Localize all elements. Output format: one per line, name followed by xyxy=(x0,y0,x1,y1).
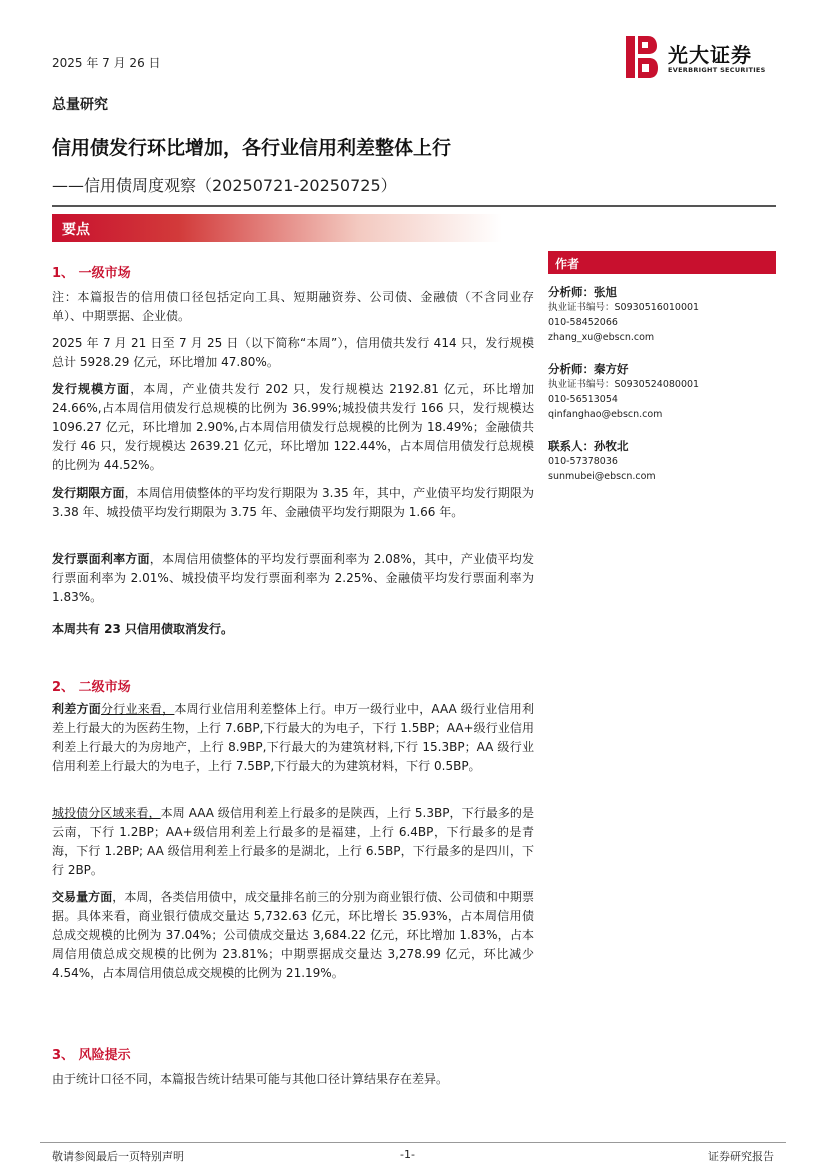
scope-note: 注：本篇报告的信用债口径包括定向工具、短期融资券、公司债、金融债（不含同业存单）、中期票据、企业债。 xyxy=(52,290,534,323)
trading-volume-label: 交易量方面 xyxy=(52,890,113,904)
key-points-label: 要点 xyxy=(62,222,90,238)
report-category: 总量研究 xyxy=(52,97,108,113)
coupon-rate-paragraph xyxy=(52,550,534,607)
analyst-cert: 执业证书编号：S0930516010001 xyxy=(548,302,700,313)
issuance-scale-paragraph xyxy=(52,380,534,475)
analyst-name: 分析师：张旭 xyxy=(548,285,617,299)
issuance-term-paragraph xyxy=(52,484,534,522)
spread-region-text: 本周 AAA 级信用利差上行最多的是陕西，上行 5.3BP，下行最多的是云南，下行 1.2BP；AA+级信用利差上行最多的是福建，上行 6.4BP，下行最多的是青海，下行 1.2BP; AA 级信用利差上行最多的是湖北，上行 6.5BP，下行最多的是四川，下行 2BP。 xyxy=(52,806,534,877)
analyst-cert: 执业证书编号：S0930524080001 xyxy=(548,379,700,390)
key-points-banner xyxy=(52,214,502,242)
logo-text-en: EVERBRIGHT SECURITIES xyxy=(668,66,766,74)
issuance-term-text: ，本周信用债整体的平均发行期限为 3.35 年，其中，产业债平均发行期限为 3.38 年、城投债平均发行期限为 3.75 年、金融债平均发行期限为 1.66 年。 xyxy=(52,486,534,519)
analyst-card xyxy=(548,361,776,422)
analyst-card xyxy=(548,284,776,345)
issuance-scale-label: 发行规模方面 xyxy=(52,382,131,396)
report-date: 2025 年 7 月 26 日 xyxy=(52,56,161,70)
spread-industry-text: 本周行业信用利差整体上行。申万一级行业中，AAA 级行业信用利差上行最大的为医药生物，上行 7.6BP,下行最大的为电子，下行 1.5BP；AA+级行业信用利差上行最大的为房地产，上行 8.9BP,下行最大的为建筑材料,下行 15.3BP；AA 级行业信用利差上行最大的为电子，上行 7.5BP,下行最大的为建筑材料，下行 0.5BP。 xyxy=(52,702,534,773)
page-number: -1- xyxy=(400,1148,415,1161)
trading-volume-paragraph xyxy=(52,888,534,983)
analyst-email[interactable]: zhang_xu@ebscn.com xyxy=(548,332,655,343)
contact-phone: 010-57378036 xyxy=(548,456,618,467)
section-heading-risk: 3、 风险提示 xyxy=(52,1048,131,1063)
spread-label: 利差方面 xyxy=(52,702,101,716)
spread-region-paragraph xyxy=(52,804,534,880)
issuance-term-label: 发行期限方面 xyxy=(52,486,125,500)
contact-email[interactable]: sunmubei@ebscn.com xyxy=(548,471,656,482)
author-header: 作者 xyxy=(548,251,776,274)
cancelled-issuance-text: 本周共有 23 只信用债取消发行。 xyxy=(52,622,234,636)
contact-name: 联系人：孙牧北 xyxy=(548,439,629,453)
author-sidebar xyxy=(548,251,776,482)
spread-industry-sub: 分行业来看， xyxy=(100,702,175,716)
report-title: 信用债发行环比增加，各行业信用利差整体上行 xyxy=(52,137,452,159)
analyst-phone: 010-56513054 xyxy=(548,394,618,405)
logo-text-cn: 光大证券 xyxy=(668,43,752,67)
spread-industry-paragraph xyxy=(52,700,534,776)
analyst-name: 分析师：秦方好 xyxy=(548,362,629,376)
report-subtitle: ——信用债周度观察（20250721-20250725） xyxy=(52,176,397,195)
footer-divider xyxy=(40,1142,786,1143)
coupon-rate-text: ，本周信用债整体的平均发行票面利率为 2.08%，其中，产业债平均发行票面利率为 2.01%、城投债平均发行票面利率为 2.25%、金融债平均发行票面利率为 1.83%。 xyxy=(52,552,534,604)
section-heading-primary-market: 1、 一级市场 xyxy=(52,266,131,281)
cancelled-issuance xyxy=(52,620,534,639)
footer-report-type: 证券研究报告 xyxy=(708,1150,774,1163)
analyst-phone: 010-58452066 xyxy=(548,317,618,328)
everbright-logo xyxy=(626,36,776,80)
issuance-scale-text: ，本周，产业债共发行 202 只，发行规模达 2192.81 亿元，环比增加 24.66%,占本周信用债发行总规模的比例为 36.99%;城投债共发行 166 只，发行规模达 1096.27 亿元，环比增加 2.90%,占本周信用债发行总规模的比例为 18.49%；金融债共发行 46 只，发行规模达 2639.21 亿元，环比增加 122.44%，占本周信用债发行总规模的比例为 44.52%。 xyxy=(52,382,534,472)
risk-warning-text: 由于统计口径不同，本篇报告统计结果可能与其他口径计算结果存在差异。 xyxy=(52,1072,449,1086)
contact-card xyxy=(548,438,776,484)
spread-region-sub: 城投债分区域来看， xyxy=(52,806,161,820)
coupon-rate-label: 发行票面利率方面 xyxy=(52,552,150,566)
footer-disclaimer: 敬请参阅最后一页特别声明 xyxy=(52,1150,184,1163)
section-heading-secondary-market: 2、 二级市场 xyxy=(52,680,131,695)
header-divider xyxy=(52,205,776,207)
everbright-logo-icon xyxy=(626,36,658,78)
analyst-email[interactable]: qinfanghao@ebscn.com xyxy=(548,409,663,420)
issuance-summary: 2025 年 7 月 21 日至 7 月 25 日（以下简称“本周”），信用债共发行 414 只，发行规模总计 5928.29 亿元，环比增加 47.80%。 xyxy=(52,336,534,369)
trading-volume-text: ，本周，各类信用债中，成交量排名前三的分别为商业银行债、公司债和中期票据。具体来看，商业银行债成交量达 5,732.63 亿元，环比增长 35.93%，占本周信用债总成交规模的比例为 37.04%；公司债成交量达 3,684.22 亿元，环比增加 1.83%，占本周信用债总成交规模的比例为 23.81%；中期票据成交量达 3,278.99 亿元，环比减少 4.54%，占本周信用债总成交规模的比例为 21.19%。 xyxy=(52,890,534,980)
